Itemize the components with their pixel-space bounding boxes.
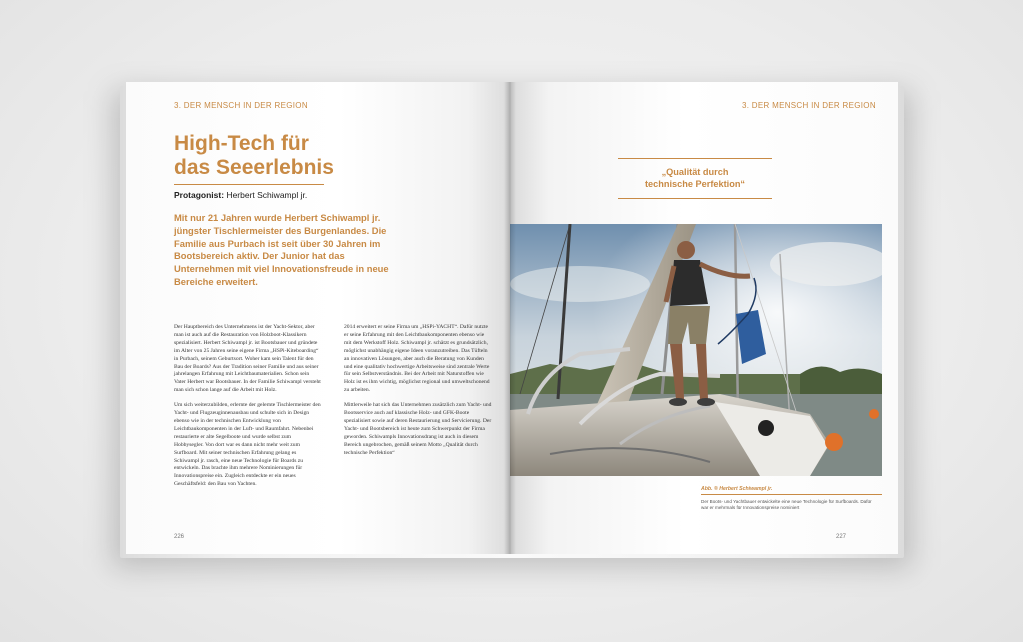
left-page <box>126 82 514 554</box>
text-column-2 <box>344 324 492 465</box>
quote-rule-bottom <box>618 198 772 199</box>
pull-quote <box>608 166 782 190</box>
right-page <box>510 82 898 554</box>
body-paragraph: Um sich weiterzubilden, erlernte der gelernte Tischlermeister den Yacht- und Flugzeuginnenausbau und schulte sich in Design ebenso wie in der technischen Entwicklung von Leichtbaukomponenten in der Luft- und Raumfahrt. Nebenbei restaurierte er alte Segelboote und wurde selbst zum Hobbysegler. Von dort war es dann nicht mehr weit zum Surfboard. Mit seiner technischen Erfahrung gelang es Schiwampl jr. rasch, eine neue Technologie für Boards zu entwickeln. Das brachte ihm mehrere Nominierungen für Innovationspreise ein. Zugleich entdeckte er ein neues Geschäftsfeld: den Bau von Yachten. <box>174 402 321 488</box>
quote-line-2: technische Perfektion“ <box>644 179 746 189</box>
page-number: 227 <box>836 534 847 540</box>
lead-paragraph: Mit nur 21 Jahren wurde Herbert Schiwampl jr. jüngster Tischlermeister des Burgenlandes. Die Familie aus Purbach ist seit über 30 Jahren im Bootsbereich aktiv. Der Junior hat das Unternehmen mit viel Innovationsfreude in neue Bereiche erweitert. <box>174 212 389 287</box>
page-number: 226 <box>174 534 185 540</box>
protagonist-line <box>174 190 307 200</box>
caption-title: Abb. ® Herbert Schiwampl jr. <box>701 486 773 492</box>
chapter-label: 3. DER MENSCH IN DER REGION <box>742 101 876 110</box>
chapter-label: 3. DER MENSCH IN DER REGION <box>174 101 308 110</box>
quote-rule-top <box>618 158 772 159</box>
book-gutter <box>504 82 516 554</box>
title-rule <box>174 184 324 185</box>
quote-line-1: „Qualität durch <box>661 167 729 177</box>
article-title <box>174 132 454 180</box>
caption-text: Der Boots- und Yachtbauer entwickelte eine neue Technologie für Surfboards. Dafür war er mehrmals für Innovationspreise nominiert <box>701 499 872 511</box>
body-paragraph: Der Hauptbereich des Unternehmens ist der Yacht-Sektor, aber man ist auch auf die Restauration von Holzboot-Klassikern spezialisiert. Herbert Schiwampl jr. ist Bootsbauer und gründete im Alter von 25 Jahren seine eigene Firma „HSPi-Kiteboarding“ in Purbach, seinem Geburtsort. Woher kam sein Talent für den Bau der Boards? Aus der Tradition seiner Familie und aus seiner jahrelangen Erfahrung mit Leichtbaumaterialien. Schon sein Vater Herbert war Bootsbauer. In der Familie Schiwampl versteht man sich schon lange auf die Arbeit mit Holz. <box>174 324 321 394</box>
body-paragraph: 2014 erweitert er seine Firma um „HSPi-YACHT“. Dafür nutzte er seine Erfahrung mit den Leichtbaukomponenten ebenso wie mit dem Werkstoff Holz. Schiwampl jr. schätzt es grundsätzlich, möglichst unabhängig eigene Ideen voranzutreiben. Das Tüfteln an innovativen Lösungen, aber auch die Beratung von Kunden und eine qualitativ hochwertige Arbeitsweise sind zentrale Werte für sein Selbstverständnis. Bei der Arbeit mit Naturstoffen wie Holz ist es ihm wichtig, möglichst regional und umweltschonend zu arbeiten. <box>344 324 490 394</box>
sailboat-photo <box>510 224 882 476</box>
body-paragraph: Mittlerweile hat sich das Unternehmen zusätzlich zum Yacht- und Bootsservice auch auf klassische Holz- und GFK-Boote spezialisiert sowie auf deren Restaurierung und Servicierung. Der Yacht- und Bootsbereich ist heute zum Schwerpunkt der Firma geworden. Schiwampls Innovationsdrang ist auch in diesem Bereich ungebrochen, gemäß seinem Motto „Qualität durch technische Perfektion“ <box>344 402 492 456</box>
title-line-2: das Seeerlebnis <box>174 156 334 179</box>
text-column-1 <box>174 324 322 496</box>
protagonist-label: Protagonist: <box>174 190 225 200</box>
protagonist-name: Herbert Schiwampl jr. <box>226 190 308 200</box>
caption-rule <box>701 494 882 495</box>
title-line-1: High-Tech für <box>174 132 309 155</box>
